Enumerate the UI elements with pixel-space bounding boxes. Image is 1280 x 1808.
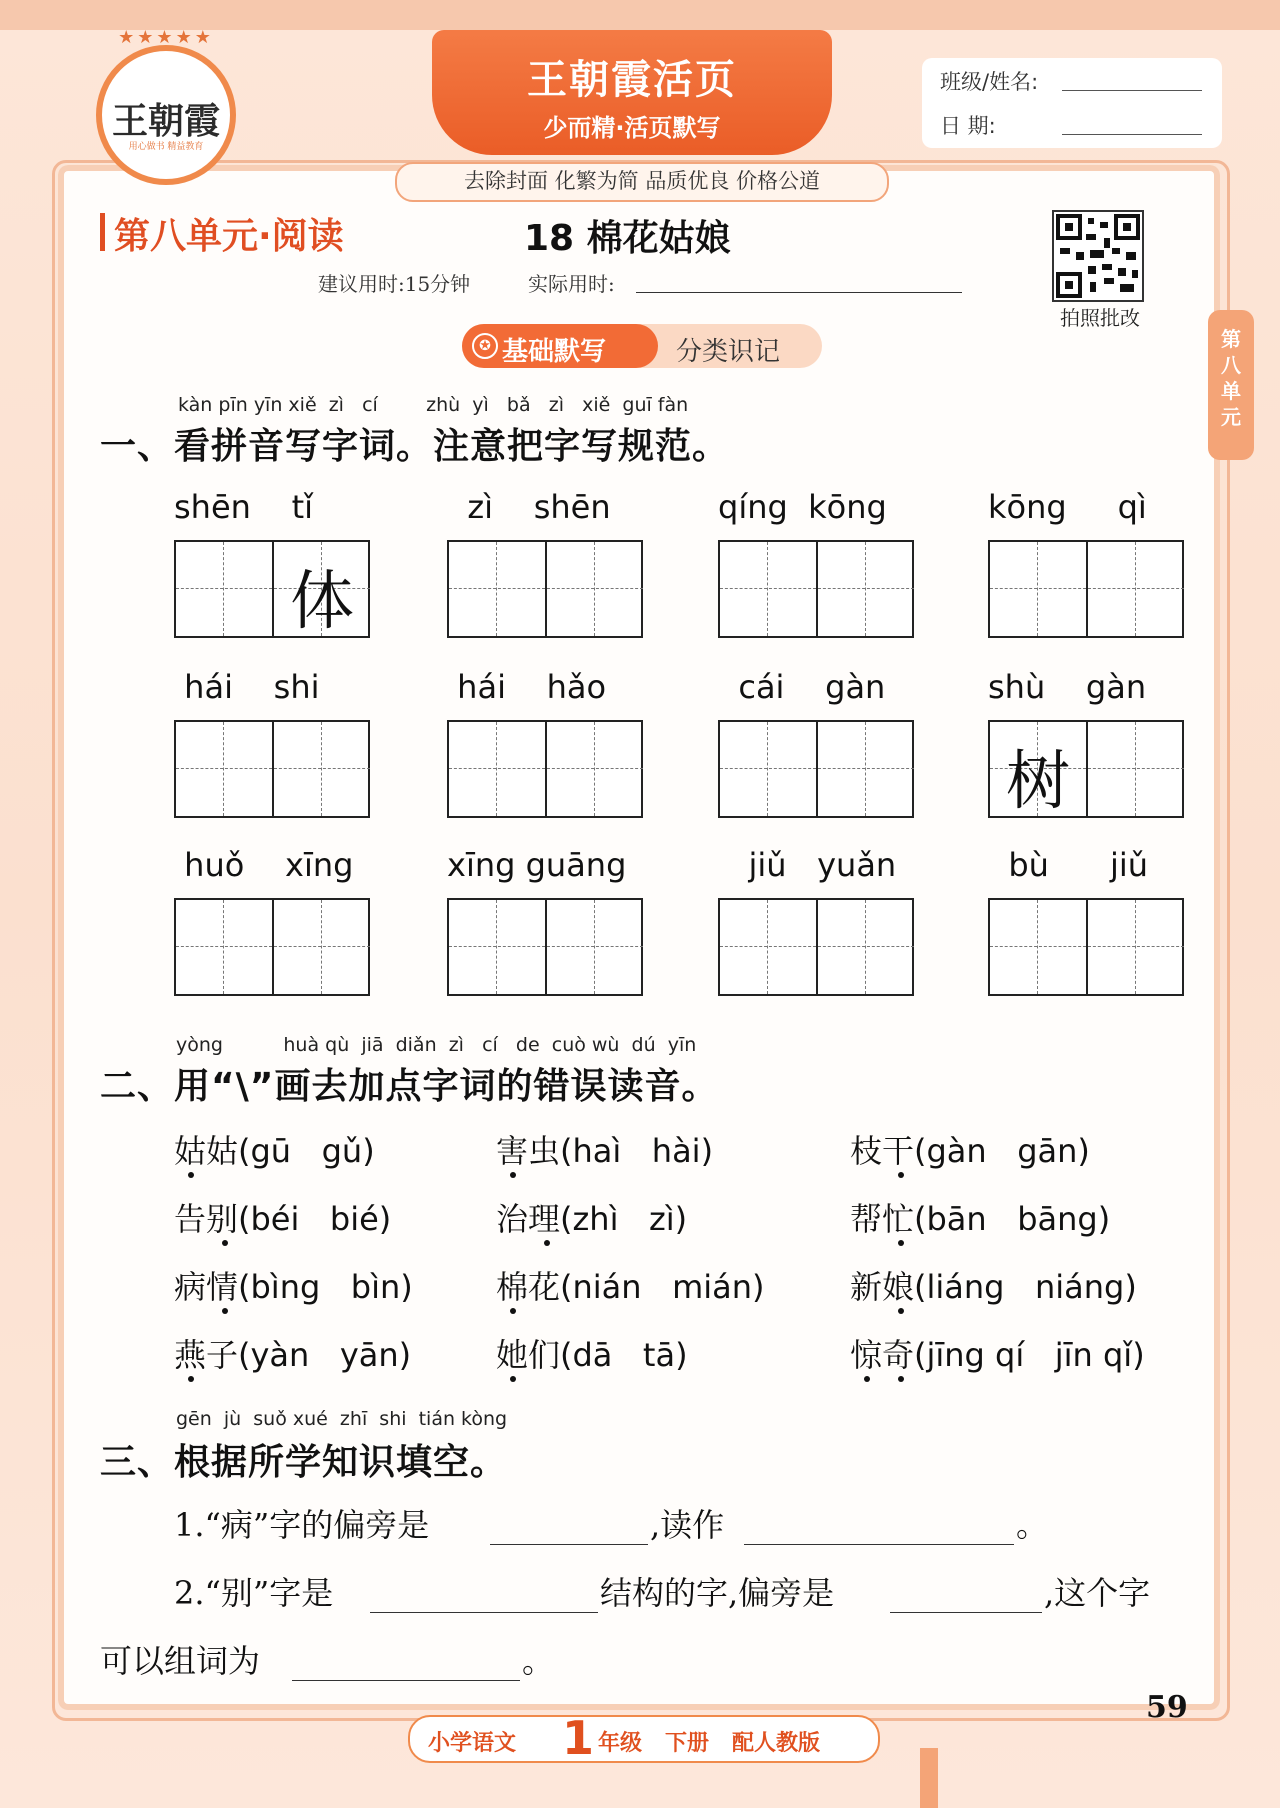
writing-cell[interactable] (720, 542, 816, 636)
cell-guide-horizontal (720, 588, 816, 589)
cell-guide-vertical (223, 722, 224, 816)
writing-cell[interactable] (272, 900, 370, 994)
cell-guide-vertical (496, 722, 497, 816)
emphasis-dot (510, 1172, 516, 1178)
pronunciation-item[interactable]: 病情(bìng bìn) (174, 1268, 413, 1306)
word-pinyin: kōng qì (988, 488, 1147, 526)
cell-guide-horizontal (176, 588, 272, 589)
writing-cell[interactable] (272, 542, 370, 639)
writing-cell[interactable] (990, 542, 1086, 636)
writing-cell[interactable] (449, 722, 545, 816)
q2-heading: 二、用“\”画去加点字词的错误读音。 (100, 1066, 719, 1107)
footer-grade-info: 年级 下册 配人教版 (598, 1731, 820, 1756)
writing-grid[interactable] (988, 720, 1184, 818)
cell-guide-vertical (767, 722, 768, 816)
cell-guide-vertical (865, 542, 866, 636)
writing-grid[interactable] (988, 540, 1184, 638)
section-pill (462, 324, 822, 368)
word-pinyin: jiǔ yuǎn (718, 846, 897, 884)
emphasis-dot (898, 1308, 904, 1314)
side-tab-text: 第八单元 (1221, 327, 1241, 429)
q3-s1-read: ,读作 (650, 1506, 725, 1544)
writing-cell[interactable] (1086, 900, 1184, 994)
pronunciation-item[interactable]: 帮忙(bān bāng) (850, 1200, 1111, 1238)
word-pinyin: qíng kōng (718, 488, 887, 526)
unit-title: 第八单元·阅读 (114, 216, 344, 257)
emphasis-dot (510, 1376, 516, 1382)
cell-guide-horizontal (449, 588, 545, 589)
cell-guide-vertical (767, 900, 768, 994)
cell-guide-horizontal (449, 768, 545, 769)
q3-s2-structure: 结构的字,偏旁是 (600, 1574, 835, 1612)
class-name-label: 班级/姓名: (940, 70, 1039, 94)
word-pinyin: zì shēn (447, 488, 611, 526)
word-pinyin: cái gàn (718, 668, 886, 706)
pill-basic (462, 324, 658, 368)
emphasis-dot (898, 1240, 904, 1246)
word-pinyin: bù jiǔ (988, 846, 1149, 884)
pronunciation-item[interactable]: 姑姑(gū gǔ) (174, 1132, 375, 1170)
cell-guide-horizontal (1088, 768, 1184, 769)
writing-cell[interactable] (176, 722, 272, 816)
emphasis-dot (188, 1172, 194, 1178)
suggested-time: 建议用时:15分钟 (318, 272, 471, 296)
writing-grid[interactable] (718, 540, 914, 638)
writing-cell[interactable] (720, 900, 816, 994)
q3-word-blank[interactable] (292, 1680, 520, 1681)
q3-s3-end: 。 (522, 1642, 555, 1680)
cell-guide-vertical (1037, 542, 1038, 636)
q3-heading: 三、根据所学知识填空。 (100, 1442, 508, 1483)
word-pinyin: hái shi (174, 668, 320, 706)
written-character: 树 (1006, 745, 1070, 819)
medal-icon: ✪ (472, 333, 498, 359)
pronunciation-item[interactable]: 枝干(gàn gān) (850, 1132, 1090, 1170)
q3-pinyin: gēn jù suǒ xué zhī shi tián kòng (176, 1408, 508, 1430)
cell-guide-horizontal (547, 588, 643, 589)
pronunciation-item[interactable]: 告别(béi bié) (174, 1200, 392, 1238)
writing-cell[interactable] (545, 542, 643, 636)
cell-guide-vertical (1135, 542, 1136, 636)
writing-grid[interactable] (718, 898, 914, 996)
publisher-logo (96, 27, 236, 185)
pronunciation-item[interactable]: 燕子(yàn yān) (174, 1336, 412, 1374)
student-info-box (922, 58, 1222, 148)
emphasis-dot (222, 1240, 228, 1246)
cell-guide-horizontal (274, 768, 370, 769)
emphasis-dot (222, 1308, 228, 1314)
unit-title-bar (100, 213, 105, 251)
footer-subject: 小学语文 (428, 1731, 517, 1756)
q3-radical2-blank[interactable] (890, 1612, 1042, 1613)
cell-guide-horizontal (176, 768, 272, 769)
q3-reading-blank[interactable] (744, 1544, 1014, 1545)
date-label: 日 期: (940, 114, 996, 138)
writing-cell[interactable] (816, 542, 914, 636)
q3-s2-end: ,这个字 (1044, 1574, 1151, 1612)
emphasis-dot (188, 1376, 194, 1382)
cell-guide-horizontal (720, 768, 816, 769)
pronunciation-item[interactable]: 治理(zhì zì) (496, 1200, 688, 1238)
cell-guide-vertical (594, 542, 595, 636)
unit-side-tab (1208, 310, 1254, 460)
cell-guide-vertical (223, 542, 224, 636)
pill-category-label: 分类识记 (676, 337, 781, 367)
writing-cell[interactable] (176, 900, 272, 994)
page-number: 59 (1146, 1690, 1188, 1725)
cell-guide-vertical (594, 900, 595, 994)
emphasis-dot (898, 1376, 904, 1382)
writing-cell[interactable] (176, 542, 272, 636)
cell-guide-vertical (1037, 900, 1038, 994)
cell-guide-horizontal (274, 946, 370, 947)
q3-s3-text: 可以组词为 (100, 1642, 261, 1680)
writing-grid[interactable] (988, 898, 1184, 996)
emphasis-dot (544, 1240, 550, 1246)
emphasis-dot (864, 1376, 870, 1382)
cell-guide-vertical (321, 900, 322, 994)
cell-guide-horizontal (818, 768, 914, 769)
pill-basic-label: 基础默写 (502, 337, 607, 367)
logo-subtitle: 用心做书 精益教育 (128, 142, 204, 152)
cell-guide-vertical (594, 722, 595, 816)
word-pinyin: hái hǎo (447, 668, 607, 706)
writing-cell[interactable] (545, 900, 643, 994)
q2-pinyin: yòng huà qù jiā diǎn zì cí de cuò wù dú yīn (176, 1034, 697, 1056)
writing-cell[interactable] (449, 542, 545, 636)
writing-grid[interactable] (718, 720, 914, 818)
cell-guide-horizontal (1088, 588, 1184, 589)
q1-pinyin: kàn pīn yīn xiě zì cí zhù yì bǎ zì xiě guī fàn (178, 394, 689, 416)
logo-text: 王朝霞 (111, 100, 220, 142)
writing-cell[interactable] (272, 722, 370, 816)
cell-guide-vertical (321, 722, 322, 816)
cell-guide-horizontal (990, 588, 1086, 589)
q3-s1-text: 1.“病”字的偏旁是 (174, 1506, 430, 1544)
cell-guide-horizontal (990, 946, 1086, 947)
cell-guide-horizontal (547, 946, 643, 947)
footer-stub (920, 1748, 938, 1808)
logo-stars-icon: ★★★★★ (118, 27, 214, 48)
lesson-title: 18 棉花姑娘 (524, 218, 731, 259)
cell-guide-horizontal (818, 588, 914, 589)
pronunciation-item[interactable]: 惊奇(jīng qí jīn qǐ) (850, 1336, 1145, 1374)
q3-radical-blank[interactable] (490, 1544, 648, 1545)
writing-cell[interactable] (545, 722, 643, 816)
writing-grid[interactable] (174, 720, 370, 818)
q1-heading: 一、看拼音写字词。注意把字写规范。 (100, 426, 730, 467)
writing-cell[interactable] (816, 722, 914, 816)
banner-subtitle: 少而精·活页默写 (543, 114, 721, 142)
cell-guide-horizontal (1088, 946, 1184, 947)
word-pinyin: xīng guāng (447, 846, 627, 884)
cell-guide-vertical (865, 900, 866, 994)
writing-cell[interactable] (720, 722, 816, 816)
writing-cell[interactable] (1086, 542, 1184, 636)
q3-s2-text: 2.“别”字是 (174, 1574, 334, 1612)
pronunciation-item[interactable]: 害虫(haì hài) (496, 1132, 714, 1170)
footer-bar (408, 1711, 880, 1765)
date-field[interactable] (1062, 134, 1202, 135)
cell-guide-horizontal (449, 946, 545, 947)
footer-grade-number: 1 (562, 1711, 595, 1765)
written-character: 体 (290, 565, 354, 639)
cell-guide-horizontal (818, 946, 914, 947)
pronunciation-item[interactable]: 她们(dā tā) (496, 1336, 688, 1374)
cell-guide-vertical (496, 542, 497, 636)
writing-cell[interactable] (990, 900, 1086, 994)
writing-grid[interactable] (447, 898, 643, 996)
cell-guide-horizontal (176, 946, 272, 947)
side-tab-label (1208, 326, 1254, 430)
writing-grid[interactable] (447, 720, 643, 818)
cell-guide-vertical (865, 722, 866, 816)
cell-guide-vertical (767, 542, 768, 636)
cell-guide-horizontal (720, 946, 816, 947)
slogan-bar: 去除封面 化繁为简 品质优良 价格公道 (395, 162, 889, 202)
writing-grid[interactable] (174, 540, 370, 638)
cell-guide-vertical (223, 900, 224, 994)
writing-cell[interactable] (1086, 722, 1184, 816)
writing-grid[interactable] (447, 540, 643, 638)
word-pinyin: huǒ xīng (174, 846, 354, 884)
class-name-field[interactable] (1062, 90, 1202, 91)
actual-time-field[interactable] (636, 292, 962, 293)
q3-structure-blank[interactable] (370, 1612, 598, 1613)
actual-time-label: 实际用时: (528, 272, 615, 296)
pronunciation-item[interactable]: 新娘(liáng niáng) (850, 1268, 1137, 1306)
pronunciation-item[interactable]: 棉花(nián mián) (496, 1268, 765, 1306)
cell-guide-vertical (496, 900, 497, 994)
emphasis-dot (898, 1172, 904, 1178)
writing-grid[interactable] (174, 898, 370, 996)
qr-label: 拍照批改 (1060, 306, 1140, 330)
q3-s1-end: 。 (1016, 1506, 1049, 1544)
writing-cell[interactable] (449, 900, 545, 994)
writing-cell[interactable] (990, 722, 1086, 819)
qr-code-icon[interactable] (1052, 210, 1144, 302)
writing-cell[interactable] (816, 900, 914, 994)
cell-guide-vertical (1135, 900, 1136, 994)
word-pinyin: shēn tǐ (174, 488, 314, 526)
brand-banner (432, 30, 832, 155)
cell-guide-vertical (1135, 722, 1136, 816)
word-pinyin: shù gàn (988, 668, 1147, 706)
emphasis-dot (510, 1308, 516, 1314)
top-frame (0, 0, 1280, 30)
cell-guide-horizontal (547, 768, 643, 769)
banner-title: 王朝霞活页 (527, 56, 737, 103)
